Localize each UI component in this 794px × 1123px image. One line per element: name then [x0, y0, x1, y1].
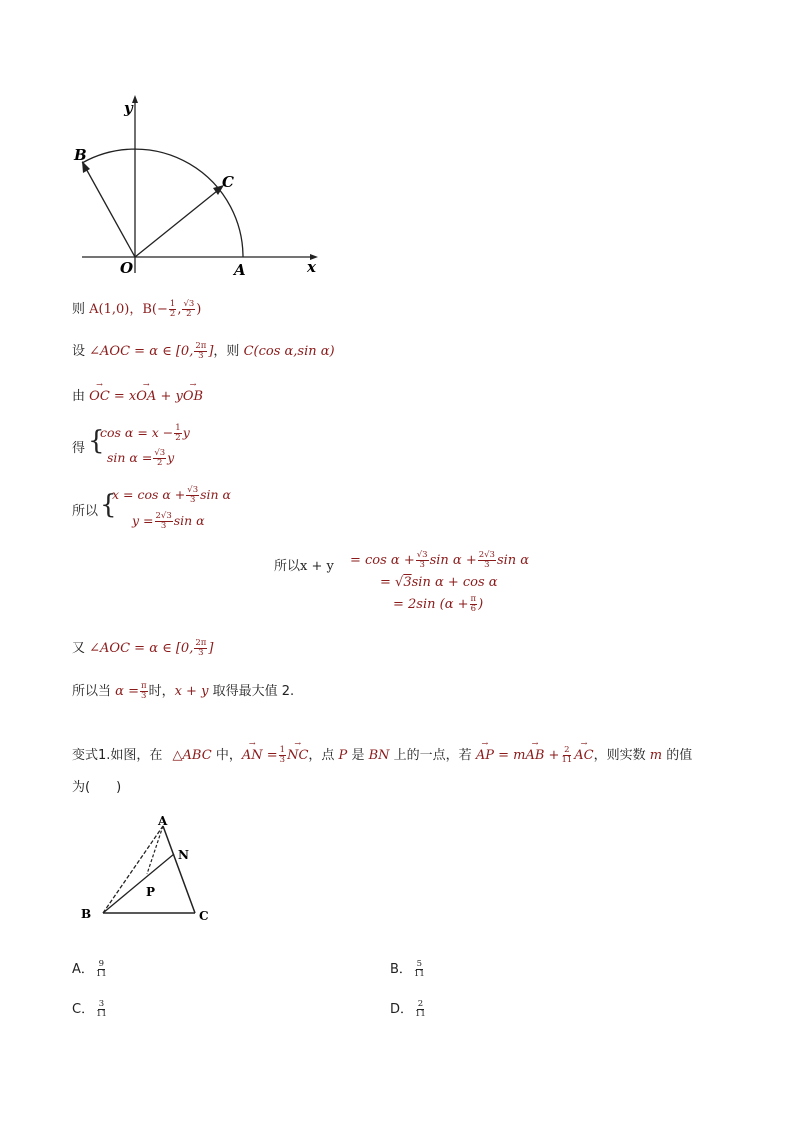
text-you: 由 — [72, 389, 86, 404]
label-o: O — [120, 259, 134, 277]
option-c[interactable]: C． $\frac{3}{11}$ — [72, 999, 107, 1019]
label-b: B — [81, 907, 92, 921]
text-ze: 则 — [72, 302, 86, 317]
derivation-row1: = cos α + $\frac{√3}{3}$ sin α + $\frac{2√3}{3}$ sin α — [350, 550, 530, 570]
vector-oc — [135, 187, 222, 257]
y-axis-arrow — [132, 95, 138, 103]
solution-line-7: 又 ∠AOC = α ∈ [0, $\frac{2\pi}{3}$ ] — [72, 638, 214, 658]
label-n: N — [178, 848, 189, 862]
brace-2: { — [100, 490, 117, 520]
label-c: C — [199, 909, 209, 923]
system2-row2: y = $\frac{2√3}{3}$ sin α — [132, 511, 205, 531]
segment-ap — [147, 826, 163, 874]
figure-triangle — [75, 812, 225, 932]
solution-line-5-prefix: 所以 — [72, 504, 99, 519]
vector-equation: → OC = x→ OA + y→ OB — [89, 389, 203, 404]
solution-line-8: 所以当 α = $\frac{\pi}{3}$ 时，x + y 取得最大值 2. — [72, 681, 295, 701]
system1-row2: sin α = $\frac{√3}{2}$ y — [107, 448, 175, 468]
derivation-lhs: 所以x + y — [274, 559, 334, 574]
segment-bn — [103, 854, 174, 913]
brace-1: { — [88, 426, 105, 456]
solution-line-4-prefix: 得 — [72, 441, 86, 456]
system1-row1: cos α = x − $\frac{1}{2}$ y — [100, 423, 190, 443]
text-she: 设 — [72, 344, 86, 359]
point-b: B(− $\frac{1}{2}$ , $\frac{√3}{2}$ ) — [142, 299, 202, 319]
solution-line-1 — [72, 298, 201, 319]
text-ze-2: ，则 — [213, 344, 240, 359]
solution-line-2 — [72, 340, 335, 361]
angle-range: ∠AOC = α ∈ [0, $\frac{2\pi}{3}$ ] — [89, 341, 214, 361]
figure-unit-circle — [70, 95, 330, 285]
option-d[interactable]: D． $\frac{2}{11}$ — [390, 999, 426, 1019]
label-a: A — [234, 261, 246, 279]
label-x: x — [307, 258, 316, 276]
label-a: A — [158, 814, 168, 828]
problem-statement-line-2: 为( ) — [72, 780, 122, 795]
point-a: A(1,0)， — [89, 302, 143, 317]
label-c: C — [222, 173, 234, 191]
label-b: B — [74, 146, 87, 164]
side-ac — [163, 826, 195, 913]
derivation-row2: = √3sin α + cos α — [380, 575, 498, 590]
system2-row1: x = cos α + $\frac{√3}{3}$ sin α — [112, 485, 231, 505]
problem-statement-line-1: 变式1.如图，在 △ABC 中，→ AN = $\frac{1}{3}$ → NC，点 P 是 BN 上的一点，若 → AP = m→ AB + $\frac{2}{11}$ → AC，则实数 m 的值 — [72, 744, 692, 765]
point-c: C(cos α,sin α) — [243, 344, 335, 359]
label-y: y — [124, 99, 133, 117]
label-p: P — [146, 885, 156, 899]
solution-line-3 — [72, 385, 203, 404]
option-b[interactable]: B． $\frac{5}{11}$ — [390, 959, 425, 979]
arc — [82, 149, 243, 257]
side-ab — [103, 826, 163, 913]
option-a[interactable]: A． $\frac{9}{11}$ — [72, 959, 107, 979]
derivation-row3: = 2sin (α + $\frac{\pi}{6}$ ) — [393, 594, 484, 614]
vector-ob — [84, 165, 135, 257]
